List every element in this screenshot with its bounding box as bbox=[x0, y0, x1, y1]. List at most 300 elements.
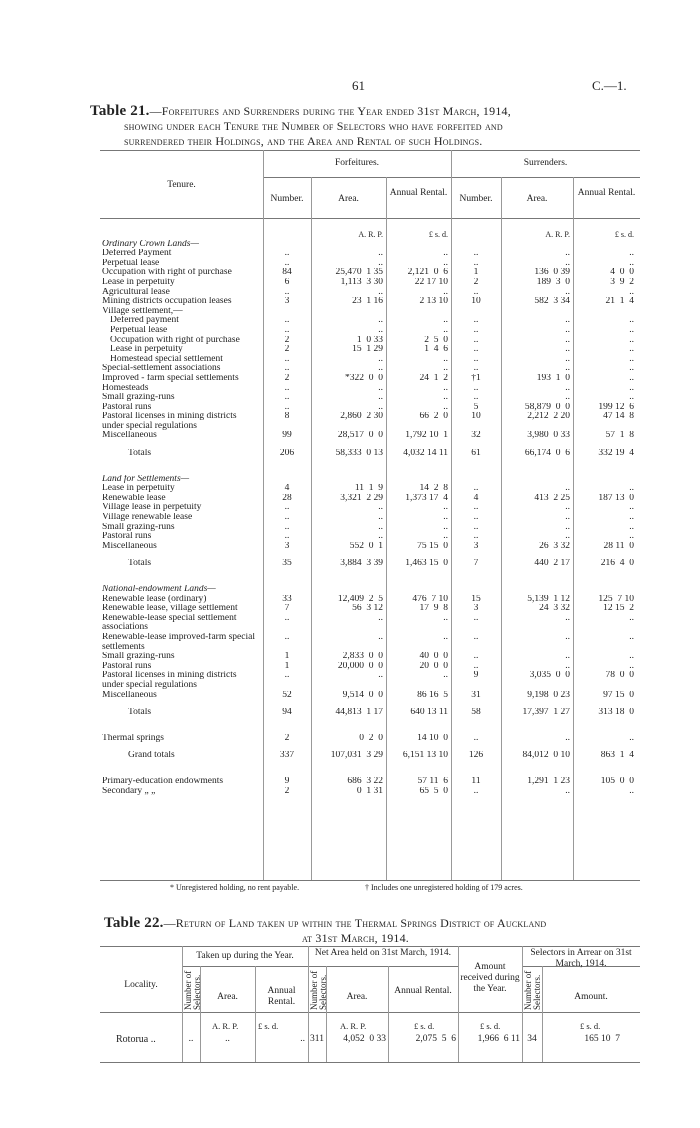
t22-header-arrear-amount: Amount. bbox=[574, 992, 608, 1002]
cell-f-area: 0 1 31 bbox=[356, 786, 383, 796]
table22-top-rule bbox=[100, 946, 640, 947]
cell-f-rent bbox=[386, 240, 451, 250]
table-row bbox=[102, 542, 637, 552]
cell-s-area: .. bbox=[565, 383, 570, 393]
t22-units-taken-rental: £ s. d. bbox=[258, 1021, 279, 1031]
cell-s-rent: .. bbox=[629, 733, 634, 743]
cell-s-rent: 105 0 0 bbox=[600, 776, 634, 786]
table-row bbox=[102, 403, 637, 413]
cell-f-num: 206 bbox=[279, 449, 295, 459]
cell-s-num: 3 bbox=[473, 541, 479, 551]
cell-s-num: .. bbox=[473, 316, 479, 326]
row-label: Grand totals bbox=[128, 751, 175, 761]
cell-f-area: 11 1 9 bbox=[354, 484, 383, 494]
cell-f-num: 2 bbox=[284, 373, 290, 383]
cell-s-num: 5 bbox=[473, 402, 479, 412]
cell-s-area: 5,139 1 12 bbox=[527, 594, 570, 604]
cell-s-num bbox=[451, 307, 501, 317]
row-label: Perpetual lease bbox=[110, 325, 168, 335]
row-label: Village renewable lease bbox=[102, 513, 193, 523]
t22-units-received: £ s. d. bbox=[480, 1021, 501, 1031]
cell-f-num: 4 bbox=[284, 484, 290, 494]
t22-units-taken-area: A. R. P. bbox=[212, 1021, 239, 1031]
cell-s-area: 84,012 0 10 bbox=[522, 751, 570, 761]
cell-f-area: 58,333 0 13 bbox=[335, 449, 383, 459]
cell-f-area: 686 3 22 bbox=[347, 776, 383, 786]
cell-f-rent: 6,151 13 10 bbox=[402, 751, 448, 761]
t22-net-num: 311 bbox=[310, 1034, 324, 1044]
cell-s-rent: .. bbox=[629, 786, 634, 796]
table21-title-line1: —Forfeitures and Surrenders during the Year ended 31st March, 1914, bbox=[149, 104, 511, 118]
table21-top-rule bbox=[100, 150, 640, 151]
cell-s-rent: 28 11 0 bbox=[603, 541, 634, 551]
table-row bbox=[102, 278, 637, 288]
table-row bbox=[102, 249, 637, 259]
cell-s-area: .. bbox=[565, 786, 570, 796]
spacer-row bbox=[102, 700, 637, 708]
cell-s-rent: .. bbox=[629, 287, 634, 297]
table22-divider bbox=[255, 966, 256, 1062]
cell-f-rent: .. bbox=[443, 513, 448, 523]
t22-taken-rental: .. bbox=[300, 1034, 305, 1044]
cell-s-area: 189 3 0 bbox=[536, 277, 570, 287]
row-label: Deferred Payment bbox=[102, 249, 172, 259]
cell-f-rent: 1,792 10 1 bbox=[405, 431, 448, 441]
t22-header-arrear: Selectors in Arrear on 31st March, 1914. bbox=[530, 948, 632, 969]
cell-f-area: 1 0 33 bbox=[356, 335, 383, 345]
cell-f-num: 2 bbox=[284, 786, 290, 796]
table21-title-line3: surrendered their Holdings, and the Area and Rental of such Holdings. bbox=[124, 134, 483, 148]
table-row bbox=[102, 652, 637, 662]
cell-f-area: .. bbox=[378, 632, 383, 642]
table-row bbox=[102, 374, 637, 384]
row-label: Pastoral runs bbox=[102, 402, 152, 412]
cell-s-area: .. bbox=[565, 513, 570, 523]
row-label: National-endowment Lands— bbox=[102, 585, 216, 594]
row-label: Occupation with right of purchase bbox=[102, 268, 232, 278]
cell-f-num: .. bbox=[284, 671, 290, 681]
cell-f-area bbox=[311, 585, 386, 595]
cell-f-num: 2 bbox=[284, 345, 290, 355]
cell-s-rent: 97 15 0 bbox=[603, 690, 634, 700]
cell-f-rent: 24 1 2 bbox=[419, 373, 448, 383]
t22-header-taken-rental: Annual Rental. bbox=[267, 986, 296, 1007]
cell-s-rent: .. bbox=[629, 522, 634, 532]
cell-s-num: .. bbox=[473, 613, 479, 623]
cell-f-num: 1 bbox=[284, 652, 290, 662]
footnote-unregistered: * Unregistered holding, no rent payable. bbox=[170, 883, 300, 892]
cell-s-num: .. bbox=[473, 661, 479, 671]
cell-s-rent bbox=[573, 585, 637, 595]
cell-f-num: .. bbox=[284, 522, 290, 532]
units-row bbox=[102, 230, 637, 240]
table-row bbox=[102, 240, 637, 250]
cell-f-area: 12,409 2 5 bbox=[337, 594, 383, 604]
row-label: Improved - farm special settlements bbox=[102, 373, 239, 383]
cell-f-area bbox=[311, 475, 386, 485]
cell-s-num: 3 bbox=[473, 604, 479, 614]
row-label: Agricultural lease bbox=[102, 287, 170, 297]
cell-s-rent: .. bbox=[629, 345, 634, 355]
table22-title-line1: —Return of Land taken up within the Thermal Springs District of Auckland bbox=[163, 916, 547, 930]
cell-f-num: 94 bbox=[282, 708, 292, 718]
cell-s-rent bbox=[573, 307, 637, 317]
page-reference: C.—1. bbox=[592, 78, 627, 93]
row-label: Lease in perpetuity bbox=[102, 484, 175, 494]
cell-f-rent: 22 17 10 bbox=[414, 277, 448, 287]
table-row bbox=[102, 734, 637, 744]
row-label: Miscellaneous bbox=[102, 541, 157, 551]
cell-f-num: .. bbox=[284, 532, 290, 542]
cell-s-num: .. bbox=[473, 354, 479, 364]
cell-s-num: .. bbox=[473, 532, 479, 542]
row-label: Lease in perpetuity bbox=[110, 345, 183, 355]
cell-s-area: 26 3 32 bbox=[539, 541, 570, 551]
table-row bbox=[102, 708, 637, 718]
cell-f-rent: .. bbox=[443, 383, 448, 393]
cell-s-num: 31 bbox=[471, 690, 481, 700]
cell-s-rent: .. bbox=[629, 652, 634, 662]
table-row bbox=[102, 595, 637, 605]
cell-s-num: .. bbox=[473, 632, 479, 642]
cell-s-num: 126 bbox=[468, 751, 484, 761]
cell-f-area: .. bbox=[378, 613, 383, 623]
table-row bbox=[102, 777, 637, 787]
cell-f-area: .. bbox=[378, 316, 383, 326]
cell-s-rent: .. bbox=[629, 383, 634, 393]
t22-received: 1,966 6 11 bbox=[477, 1034, 520, 1044]
table-row bbox=[102, 336, 637, 346]
cell-s-num: .. bbox=[473, 345, 479, 355]
t22-header-net-num: Number of Selectors. bbox=[309, 970, 328, 1010]
table-row bbox=[102, 259, 637, 269]
cell-s-area: .. bbox=[565, 733, 570, 743]
cell-s-num: .. bbox=[473, 383, 479, 393]
cell-s-rent: 332 19 4 bbox=[598, 449, 634, 459]
cell-f-rent: .. bbox=[443, 249, 448, 259]
row-label: Small grazing-runs bbox=[102, 393, 175, 403]
cell-f-area: 20,000 0 0 bbox=[337, 661, 383, 671]
cell-f-num: .. bbox=[284, 503, 290, 513]
cell-s-num: .. bbox=[473, 287, 479, 297]
cell-s-rent: .. bbox=[629, 484, 634, 494]
cell-f-rent: 640 13 11 bbox=[410, 708, 448, 718]
cell-f-num: .. bbox=[284, 325, 290, 335]
table21-title bbox=[90, 104, 511, 119]
cell-s-rent: 313 18 0 bbox=[598, 708, 634, 718]
cell-f-area bbox=[311, 240, 386, 250]
t22-units-amount: £ s. d. bbox=[580, 1021, 601, 1031]
header-surrenders: Surrenders. bbox=[523, 158, 568, 168]
table-row bbox=[102, 604, 637, 614]
t22-units-net-area: A. R. P. bbox=[340, 1021, 367, 1031]
cell-f-rent: 20 0 0 bbox=[419, 661, 448, 671]
cell-f-rent bbox=[386, 475, 451, 485]
table-row bbox=[102, 449, 637, 459]
table21-header-rule bbox=[100, 218, 640, 219]
table21-bottom-rule bbox=[100, 880, 640, 881]
table-row bbox=[102, 355, 637, 365]
cell-s-rent: 4 0 0 bbox=[610, 268, 634, 278]
cell-s-num: 2 bbox=[473, 277, 479, 287]
cell-s-rent: .. bbox=[629, 364, 634, 374]
table22-bottom-rule bbox=[100, 1062, 640, 1063]
cell-s-rent bbox=[573, 240, 637, 250]
table22-title-line2: at 31st March, 1914. bbox=[302, 931, 410, 945]
spacer-row bbox=[102, 761, 637, 769]
cell-f-rent: 2 13 10 bbox=[419, 297, 448, 307]
header-forf-number: Number. bbox=[270, 194, 304, 204]
row-label: Pastoral runs bbox=[102, 661, 152, 671]
t22-header-taken-num: Number of Selectors. bbox=[183, 970, 202, 1010]
table21-label: Table 21. bbox=[90, 103, 150, 119]
cell-s-num: 11 bbox=[471, 776, 481, 786]
row-label: Pastoral licenses in mining districts under special regulations bbox=[102, 412, 237, 431]
cell-f-num bbox=[263, 475, 311, 485]
row-label: Land for Settlements— bbox=[102, 474, 190, 484]
table-row bbox=[102, 316, 637, 326]
t22-taken-num: .. bbox=[188, 1034, 194, 1044]
cell-f-num: .. bbox=[284, 249, 290, 259]
cell-f-num: 35 bbox=[282, 559, 292, 569]
cell-s-area: 9,198 0 23 bbox=[527, 690, 570, 700]
cell-f-num: .. bbox=[284, 383, 290, 393]
cell-f-num: 337 bbox=[279, 751, 295, 761]
cell-s-num: 7 bbox=[473, 559, 479, 569]
cell-s-rent: 3 9 2 bbox=[610, 277, 634, 287]
cell-f-num bbox=[263, 585, 311, 595]
cell-s-area: 413 2 25 bbox=[534, 493, 570, 503]
page-number: 61 bbox=[352, 78, 365, 93]
header-surr-area: Area. bbox=[526, 194, 548, 204]
row-label: Renewable lease bbox=[102, 493, 166, 503]
cell-s-num: 15 bbox=[471, 594, 481, 604]
cell-s-area: .. bbox=[565, 258, 570, 268]
cell-s-rent: 125 7 10 bbox=[598, 594, 634, 604]
cell-s-area bbox=[501, 307, 573, 317]
cell-f-area: .. bbox=[378, 503, 383, 513]
cell-f-area: 25,470 1 35 bbox=[335, 268, 383, 278]
cell-s-num bbox=[451, 475, 501, 485]
cell-f-area: .. bbox=[378, 513, 383, 523]
cell-f-area: .. bbox=[378, 258, 383, 268]
cell-s-rent: .. bbox=[629, 316, 634, 326]
cell-s-area bbox=[501, 585, 573, 595]
cell-s-area: .. bbox=[565, 287, 570, 297]
cell-s-area: .. bbox=[565, 335, 570, 345]
cell-s-rent: .. bbox=[629, 325, 634, 335]
cell-f-num: .. bbox=[284, 513, 290, 523]
cell-s-rent: .. bbox=[629, 258, 634, 268]
units-cell: A. R. P. bbox=[545, 230, 570, 239]
cell-f-num: 2 bbox=[284, 335, 290, 345]
cell-f-num: .. bbox=[284, 402, 290, 412]
table22-label: Table 22. bbox=[104, 915, 164, 931]
t22-header-net-area: Area. bbox=[346, 992, 368, 1002]
cell-f-num: .. bbox=[284, 258, 290, 268]
table-row bbox=[102, 787, 637, 797]
cell-f-area: 9,514 0 0 bbox=[342, 690, 383, 700]
row-label: Lease in perpetuity bbox=[102, 277, 175, 287]
cell-s-area: 58,879 0 0 bbox=[524, 402, 570, 412]
cell-f-num: .. bbox=[284, 287, 290, 297]
row-label: Totals bbox=[128, 449, 152, 459]
cell-s-num: 10 bbox=[471, 297, 481, 307]
t22-units-net-rental: £ s. d. bbox=[414, 1021, 435, 1031]
spacer-row bbox=[102, 459, 637, 467]
cell-f-rent: 1 4 6 bbox=[424, 345, 448, 355]
cell-f-rent: .. bbox=[443, 316, 448, 326]
table-row bbox=[102, 532, 637, 542]
cell-s-area: 1,291 1 23 bbox=[527, 776, 570, 786]
cell-f-area: .. bbox=[378, 671, 383, 681]
cell-s-area: 24 3 32 bbox=[539, 604, 570, 614]
cell-f-rent: 1,373 17 4 bbox=[405, 493, 448, 503]
cell-f-rent: 4,032 14 11 bbox=[403, 449, 448, 459]
row-label: Miscellaneous bbox=[102, 431, 157, 441]
cell-s-area: .. bbox=[565, 661, 570, 671]
header-forfeitures: Forfeitures. bbox=[334, 158, 380, 168]
table-row bbox=[102, 633, 637, 652]
cell-s-area: .. bbox=[565, 652, 570, 662]
cell-s-num: .. bbox=[473, 325, 479, 335]
cell-s-num: †1 bbox=[471, 373, 481, 383]
cell-f-rent bbox=[386, 585, 451, 595]
cell-s-num bbox=[451, 240, 501, 250]
cell-f-num: 84 bbox=[282, 268, 292, 278]
cell-s-area: .. bbox=[565, 325, 570, 335]
cell-f-num: 52 bbox=[282, 690, 292, 700]
cell-f-rent: .. bbox=[443, 532, 448, 542]
cell-f-rent: 75 15 0 bbox=[417, 541, 448, 551]
cell-s-area: 440 2 17 bbox=[534, 559, 570, 569]
cell-s-num: 32 bbox=[471, 431, 481, 441]
row-label: Deferred payment bbox=[110, 316, 179, 326]
cell-f-num: 3 bbox=[284, 541, 290, 551]
units-cell: £ s. d. bbox=[428, 230, 448, 239]
row-label: Renewable-lease special settlement associations bbox=[102, 613, 237, 633]
header-tenure: Tenure. bbox=[167, 180, 196, 190]
cell-f-area: 15 1 29 bbox=[352, 345, 383, 355]
cell-f-rent: 86 16 5 bbox=[417, 690, 448, 700]
cell-f-rent: 17 9 8 bbox=[419, 604, 448, 614]
cell-f-num: 1 bbox=[284, 661, 290, 671]
t22-header-arrear-num: Number of Selectors. bbox=[523, 970, 542, 1010]
cell-f-area: 3,321 2 29 bbox=[340, 493, 383, 503]
table-row bbox=[102, 494, 637, 504]
row-label: Renewable lease (ordinary) bbox=[102, 594, 207, 604]
table-row bbox=[102, 288, 637, 298]
cell-f-area: .. bbox=[378, 383, 383, 393]
cell-f-num: 9 bbox=[284, 776, 290, 786]
cell-s-num: .. bbox=[473, 258, 479, 268]
t22-header-amount-received: Amount received during the Year. bbox=[460, 962, 520, 994]
cell-f-num: .. bbox=[284, 632, 290, 642]
row-label: Homesteads bbox=[102, 383, 149, 393]
t22-locality: Rotorua .. bbox=[116, 1034, 156, 1045]
cell-s-rent: .. bbox=[629, 335, 634, 345]
table22-divider bbox=[542, 966, 543, 1062]
spacer-row bbox=[102, 569, 637, 577]
cell-f-rent: 65 5 0 bbox=[419, 786, 448, 796]
spacer-row bbox=[102, 718, 637, 726]
cell-s-area: 193 1 0 bbox=[536, 373, 570, 383]
t22-taken-area: .. bbox=[225, 1034, 230, 1044]
row-label: Homestead special settlement bbox=[110, 354, 223, 364]
cell-s-area: 3,980 0 33 bbox=[527, 431, 570, 441]
cell-f-area: .. bbox=[378, 249, 383, 259]
cell-s-num: .. bbox=[473, 249, 479, 259]
cell-f-rent: 40 0 0 bbox=[419, 652, 448, 662]
cell-f-num: .. bbox=[284, 613, 290, 623]
cell-s-num: .. bbox=[473, 364, 479, 374]
cell-s-area: .. bbox=[565, 345, 570, 355]
spacer-row bbox=[102, 743, 637, 751]
cell-f-rent: 2,121 0 6 bbox=[407, 268, 448, 278]
table-row bbox=[102, 475, 637, 485]
cell-f-rent: .. bbox=[443, 258, 448, 268]
cell-s-rent: .. bbox=[629, 354, 634, 364]
cell-s-area: .. bbox=[565, 503, 570, 513]
table-row bbox=[102, 671, 637, 690]
cell-f-rent: 1,463 15 0 bbox=[405, 559, 448, 569]
cell-f-area: .. bbox=[378, 532, 383, 542]
row-label: Thermal springs bbox=[102, 733, 165, 743]
cell-s-rent: .. bbox=[629, 632, 634, 642]
cell-s-area bbox=[501, 240, 573, 250]
t22-locality-name: Rotorua bbox=[116, 1034, 149, 1045]
cell-f-num: .. bbox=[284, 364, 290, 374]
cell-f-num: 2 bbox=[284, 733, 290, 743]
cell-f-num bbox=[263, 240, 311, 250]
table-row bbox=[102, 503, 637, 513]
cell-s-rent bbox=[573, 475, 637, 485]
cell-f-rent: 57 11 6 bbox=[417, 776, 448, 786]
cell-f-rent: .. bbox=[443, 402, 448, 412]
row-label: Renewable-lease improved-farm special settlements bbox=[102, 632, 255, 652]
cell-s-area: .. bbox=[565, 522, 570, 532]
cell-f-num: 7 bbox=[284, 604, 290, 614]
cell-f-area: .. bbox=[378, 393, 383, 403]
cell-f-area: 2,860 2 30 bbox=[340, 412, 383, 422]
t22-header-net-area: Net Area held on 31st March, 1914. bbox=[314, 948, 452, 958]
cell-f-area: .. bbox=[378, 522, 383, 532]
table-row bbox=[102, 393, 637, 403]
cell-s-rent: 199 12 6 bbox=[598, 402, 634, 412]
cell-s-rent: 12 15 2 bbox=[603, 604, 634, 614]
table-row bbox=[102, 297, 637, 307]
cell-s-rent: 57 1 8 bbox=[605, 431, 634, 441]
t22-arrear-num: 34 bbox=[527, 1034, 537, 1044]
cell-f-area: 44,813 1 17 bbox=[335, 708, 383, 718]
cell-s-num: 9 bbox=[473, 671, 479, 681]
cell-f-rent bbox=[386, 307, 451, 317]
cell-f-area: 28,517 0 0 bbox=[337, 431, 383, 441]
units-cell: £ s. d. bbox=[614, 230, 634, 239]
cell-s-rent: 187 13 0 bbox=[598, 493, 634, 503]
spacer-row bbox=[102, 441, 637, 449]
table-row bbox=[102, 691, 637, 701]
cell-f-area: 56 3 12 bbox=[352, 604, 383, 614]
cell-s-rent: .. bbox=[629, 661, 634, 671]
cell-s-num bbox=[451, 585, 501, 595]
t22-arrear-amount: 165 10 7 bbox=[584, 1034, 620, 1044]
cell-s-rent: .. bbox=[629, 373, 634, 383]
cell-f-rent: .. bbox=[443, 503, 448, 513]
cell-f-area: 107,031 3 29 bbox=[330, 751, 383, 761]
table-row bbox=[102, 431, 637, 441]
spacer-row bbox=[102, 577, 637, 585]
